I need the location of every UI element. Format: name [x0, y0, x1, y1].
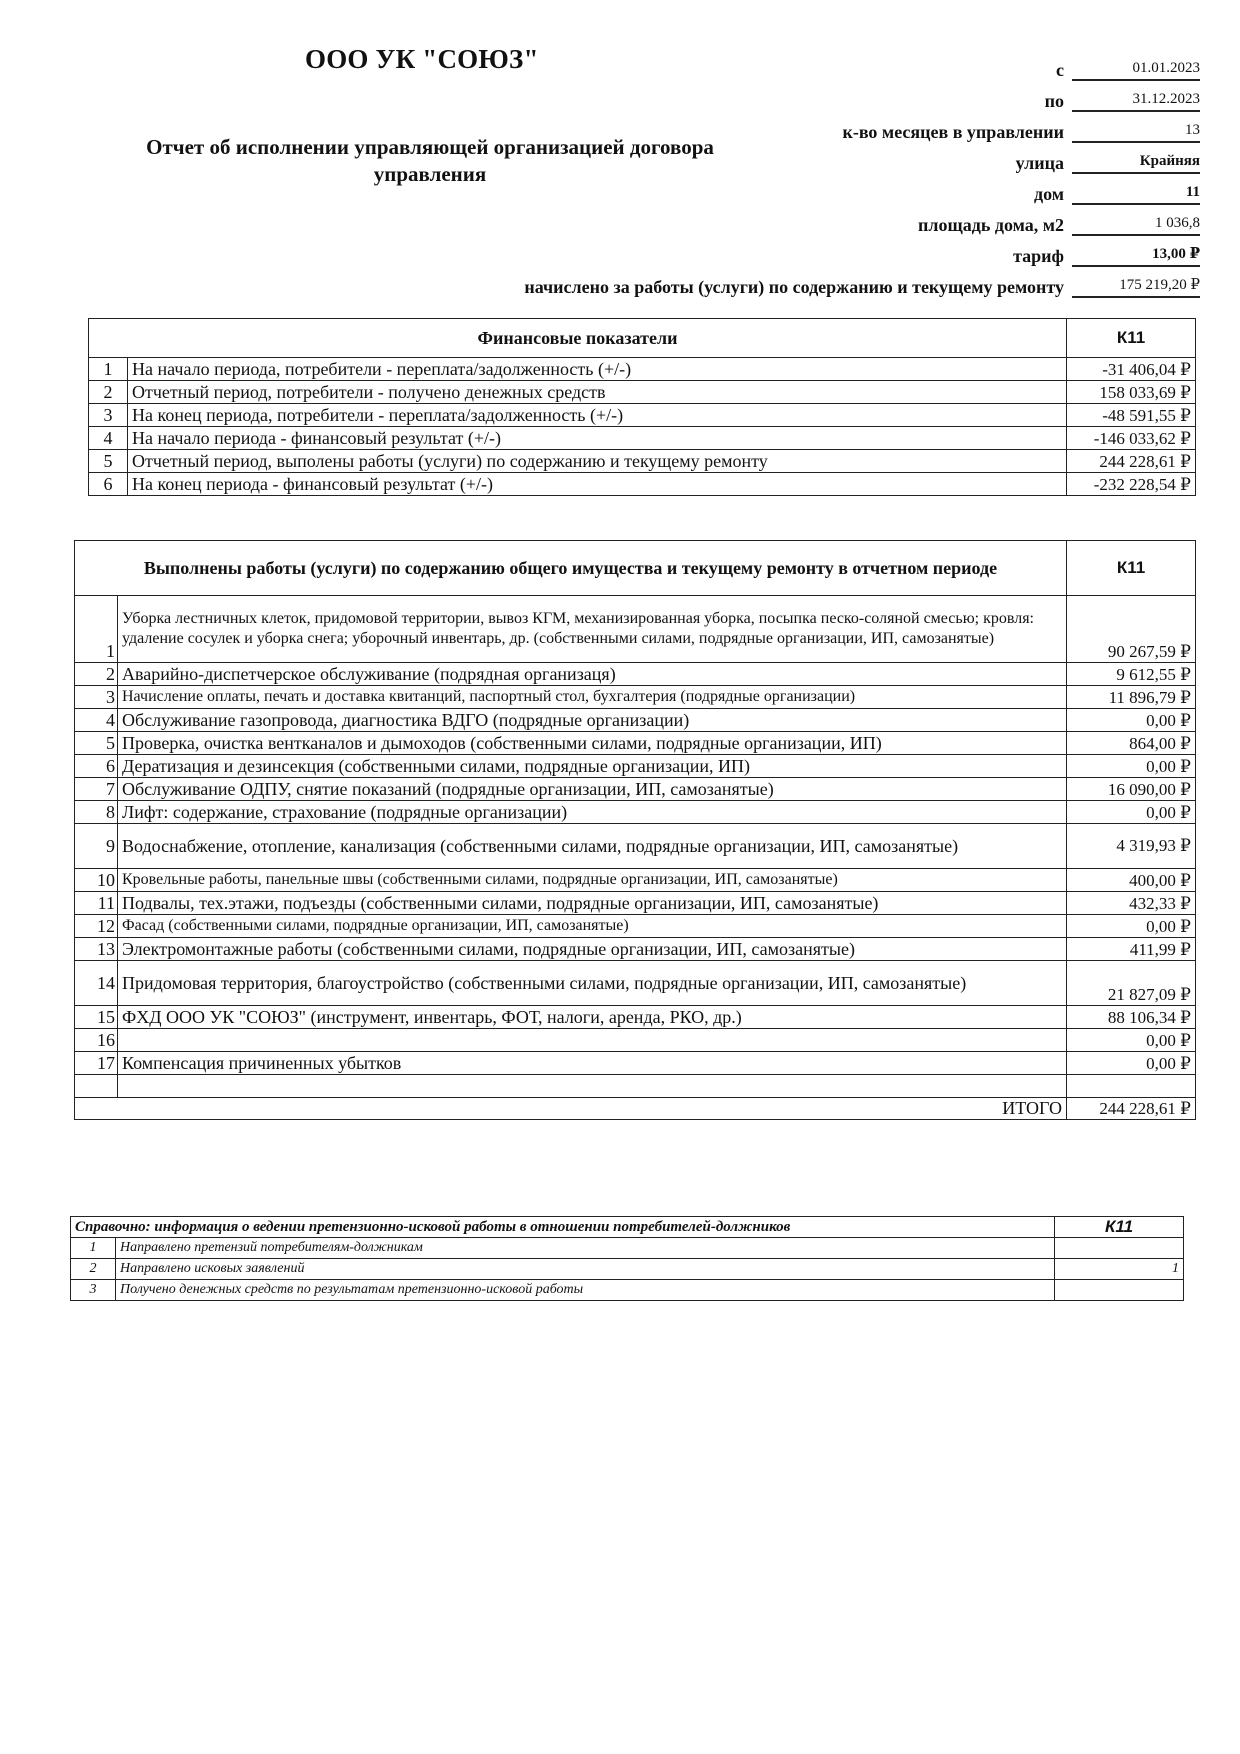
row-number: 8	[75, 801, 118, 824]
meta-value-house: 11	[1072, 184, 1200, 205]
table-row	[75, 801, 1196, 824]
row-number: 1	[71, 1238, 116, 1259]
row-value: 88 106,34 ₽	[1067, 1006, 1196, 1029]
meta-row-charged	[440, 267, 1200, 298]
row-value: 400,00 ₽	[1067, 869, 1196, 892]
table-row	[89, 404, 1196, 427]
row-value: 0,00 ₽	[1067, 1029, 1196, 1052]
row-label: На начало периода, потребители - переплата/задолженность (+/-)	[128, 358, 1067, 381]
meta-label: с	[1056, 60, 1064, 80]
row-value: 21 827,09 ₽	[1067, 961, 1196, 1006]
row-label: Дератизация и дезинсекция (собственными силами, подрядные организации, ИП)	[118, 755, 1067, 778]
row-number: 6	[75, 755, 118, 778]
works-header-row	[75, 541, 1196, 596]
row-value	[1055, 1280, 1184, 1301]
table-row	[75, 596, 1196, 663]
row-value: -232 228,54 ₽	[1067, 473, 1196, 496]
claims-title: Справочно: информация о ведении претензионно-исковой работы в отношении потребителей-должников	[71, 1217, 1055, 1238]
table-row	[89, 358, 1196, 381]
row-label: Проверка, очистка вентканалов и дымоходов (собственными силами, подрядные организации, ИП)	[118, 732, 1067, 755]
row-label	[118, 1075, 1067, 1098]
table-row	[71, 1280, 1184, 1301]
row-label: Обслуживание ОДПУ, снятие показаний (подрядные организации, ИП, самозанятые)	[118, 778, 1067, 801]
row-label: Начисление оплаты, печать и доставка квитанций, паспортный стол, бухгалтерия (подрядные организации)	[118, 686, 1067, 709]
row-number: 13	[75, 938, 118, 961]
row-value: -48 591,55 ₽	[1067, 404, 1196, 427]
row-value: 0,00 ₽	[1067, 709, 1196, 732]
row-label: Обслуживание газопровода, диагностика ВДГО (подрядные организации)	[118, 709, 1067, 732]
row-value: 1	[1055, 1259, 1184, 1280]
table-row	[89, 427, 1196, 450]
meta-row-from	[440, 50, 1200, 81]
table-row	[75, 1075, 1196, 1098]
row-value: 411,99 ₽	[1067, 938, 1196, 961]
row-label: Придомовая территория, благоустройство (собственными силами, подрядные организации, ИП, самозанятые)	[118, 961, 1067, 1006]
row-label: Подвалы, тех.этажи, подъезды (собственными силами, подрядные организации, ИП, самозанятые)	[118, 892, 1067, 915]
row-label: Фасад (собственными силами, подрядные организации, ИП, самозанятые)	[118, 915, 1067, 938]
table-row	[71, 1259, 1184, 1280]
total-value: 244 228,61 ₽	[1067, 1098, 1196, 1120]
table-row	[75, 732, 1196, 755]
table-row	[89, 473, 1196, 496]
financial-header-row	[89, 319, 1196, 358]
row-number: 2	[71, 1259, 116, 1280]
row-number: 14	[75, 961, 118, 1006]
claims-header-row	[71, 1217, 1184, 1238]
row-value: 864,00 ₽	[1067, 732, 1196, 755]
row-label: Отчетный период, потребители - получено денежных средств	[128, 381, 1067, 404]
table-row	[75, 755, 1196, 778]
financial-title: Финансовые показатели	[89, 319, 1067, 358]
meta-label: дом	[1033, 184, 1064, 204]
meta-value-date-to: 31.12.2023	[1072, 91, 1200, 112]
row-number: 12	[75, 915, 118, 938]
row-number: 2	[75, 663, 118, 686]
row-value: 0,00 ₽	[1067, 755, 1196, 778]
report-meta	[440, 50, 1200, 298]
row-number	[75, 1075, 118, 1098]
row-value: 432,33 ₽	[1067, 892, 1196, 915]
meta-label: к-во месяцев в управлении	[842, 122, 1064, 142]
meta-value-area: 1 036,8	[1072, 215, 1200, 236]
meta-label: тариф	[1013, 246, 1064, 266]
row-value: 0,00 ₽	[1067, 801, 1196, 824]
row-number: 7	[75, 778, 118, 801]
row-value	[1055, 1238, 1184, 1259]
row-label: Отчетный период, выполены работы (услуги) по содержанию и текущему ремонту	[128, 450, 1067, 473]
row-number: 17	[75, 1052, 118, 1075]
row-number: 4	[75, 709, 118, 732]
meta-value-charged: 175 219,20 ₽	[1072, 275, 1200, 298]
meta-value-months: 13	[1072, 122, 1200, 143]
row-number: 16	[75, 1029, 118, 1052]
row-value: 0,00 ₽	[1067, 1052, 1196, 1075]
table-row	[75, 778, 1196, 801]
table-row	[75, 663, 1196, 686]
meta-value-date-from: 01.01.2023	[1072, 60, 1200, 81]
row-number: 1	[75, 596, 118, 663]
meta-label: начислено за работы (услуги) по содержанию и текущему ремонту	[524, 277, 1064, 297]
row-label: На конец периода, потребители - переплата/задолженность (+/-)	[128, 404, 1067, 427]
row-number: 1	[89, 358, 128, 381]
row-value: 11 896,79 ₽	[1067, 686, 1196, 709]
row-value: -146 033,62 ₽	[1067, 427, 1196, 450]
table-row	[75, 709, 1196, 732]
column-header-k11: К11	[1067, 541, 1196, 596]
row-label: Водоснабжение, отопление, канализация (собственными силами, подрядные организации, ИП, самозанятые)	[118, 824, 1067, 869]
row-value: 158 033,69 ₽	[1067, 381, 1196, 404]
row-value: 90 267,59 ₽	[1067, 596, 1196, 663]
meta-value-tariff: 13,00 ₽	[1072, 244, 1200, 267]
table-row	[75, 824, 1196, 869]
row-value: 4 319,93 ₽	[1067, 824, 1196, 869]
row-number: 15	[75, 1006, 118, 1029]
table-row	[75, 686, 1196, 709]
row-value: 16 090,00 ₽	[1067, 778, 1196, 801]
table-row	[75, 869, 1196, 892]
row-value: 0,00 ₽	[1067, 915, 1196, 938]
report-title: Отчет об исполнении управляющей организацией договора управления	[146, 135, 714, 186]
table-row	[75, 1029, 1196, 1052]
row-number: 3	[75, 686, 118, 709]
row-label: Компенсация причиненных убытков	[118, 1052, 1067, 1075]
row-label: Кровельные работы, панельные швы (собственными силами, подрядные организации, ИП, самозанятые)	[118, 869, 1067, 892]
row-value: -31 406,04 ₽	[1067, 358, 1196, 381]
row-label: Направлено исковых заявлений	[116, 1259, 1055, 1280]
row-value	[1067, 1075, 1196, 1098]
row-number: 10	[75, 869, 118, 892]
financial-table	[88, 318, 1196, 496]
claims-table	[70, 1216, 1184, 1301]
meta-row-area	[440, 205, 1200, 236]
row-label: ФХД ООО УК "СОЮЗ" (инструмент, инвентарь, ФОТ, налоги, аренда, РКО, др.)	[118, 1006, 1067, 1029]
meta-label: улица	[1015, 153, 1064, 173]
table-row	[75, 892, 1196, 915]
works-title: Выполнены работы (услуги) по содержанию общего имущества и текущему ремонту в отчетном периоде	[75, 541, 1067, 596]
row-number: 4	[89, 427, 128, 450]
meta-row-months	[440, 112, 1200, 143]
table-row	[75, 961, 1196, 1006]
row-value: 244 228,61 ₽	[1067, 450, 1196, 473]
meta-value-street: Крайняя	[1072, 153, 1200, 174]
works-table	[74, 540, 1196, 1120]
table-row	[75, 1006, 1196, 1029]
row-number: 6	[89, 473, 128, 496]
row-label: Направлено претензий потребителям-должникам	[116, 1238, 1055, 1259]
table-row	[75, 938, 1196, 961]
company-name: ООО УК "СОЮЗ"	[305, 44, 539, 74]
row-number: 2	[89, 381, 128, 404]
row-number: 9	[75, 824, 118, 869]
row-value: 9 612,55 ₽	[1067, 663, 1196, 686]
row-number: 5	[89, 450, 128, 473]
row-number: 5	[75, 732, 118, 755]
meta-row-to	[440, 81, 1200, 112]
total-label: ИТОГО	[75, 1098, 1067, 1120]
row-label	[118, 1029, 1067, 1052]
row-label: Уборка лестничных клеток, придомовой территории, вывоз КГМ, механизированная уборка, посыпка песко-соляной смесью; кровля: удаление сосулек и уборка снега; уборочный инвентарь, др. (собственными силами, подрядные организации, ИП, самозанятые)	[118, 596, 1067, 663]
row-number: 11	[75, 892, 118, 915]
meta-row-tariff	[440, 236, 1200, 267]
row-label: Получено денежных средств по результатам претензионно-исковой работы	[116, 1280, 1055, 1301]
meta-label: по	[1044, 91, 1064, 111]
column-header-k11: К11	[1055, 1217, 1184, 1238]
table-row	[71, 1238, 1184, 1259]
row-number: 3	[71, 1280, 116, 1301]
row-label: Аварийно-диспетчерское обслуживание (подрядная организаця)	[118, 663, 1067, 686]
total-row	[75, 1098, 1196, 1120]
row-label: На конец периода - финансовый результат (+/-)	[128, 473, 1067, 496]
table-row	[89, 381, 1196, 404]
table-row	[75, 1052, 1196, 1075]
table-row	[75, 915, 1196, 938]
row-label: Электромонтажные работы (собственными силами, подрядные организации, ИП, самозанятые)	[118, 938, 1067, 961]
meta-row-street	[440, 143, 1200, 174]
meta-row-house	[440, 174, 1200, 205]
row-label: На начало периода - финансовый результат (+/-)	[128, 427, 1067, 450]
row-label: Лифт: содержание, страхование (подрядные организации)	[118, 801, 1067, 824]
row-number: 3	[89, 404, 128, 427]
meta-label: площадь дома, м2	[918, 215, 1064, 235]
table-row	[89, 450, 1196, 473]
column-header-k11: К11	[1067, 319, 1196, 358]
